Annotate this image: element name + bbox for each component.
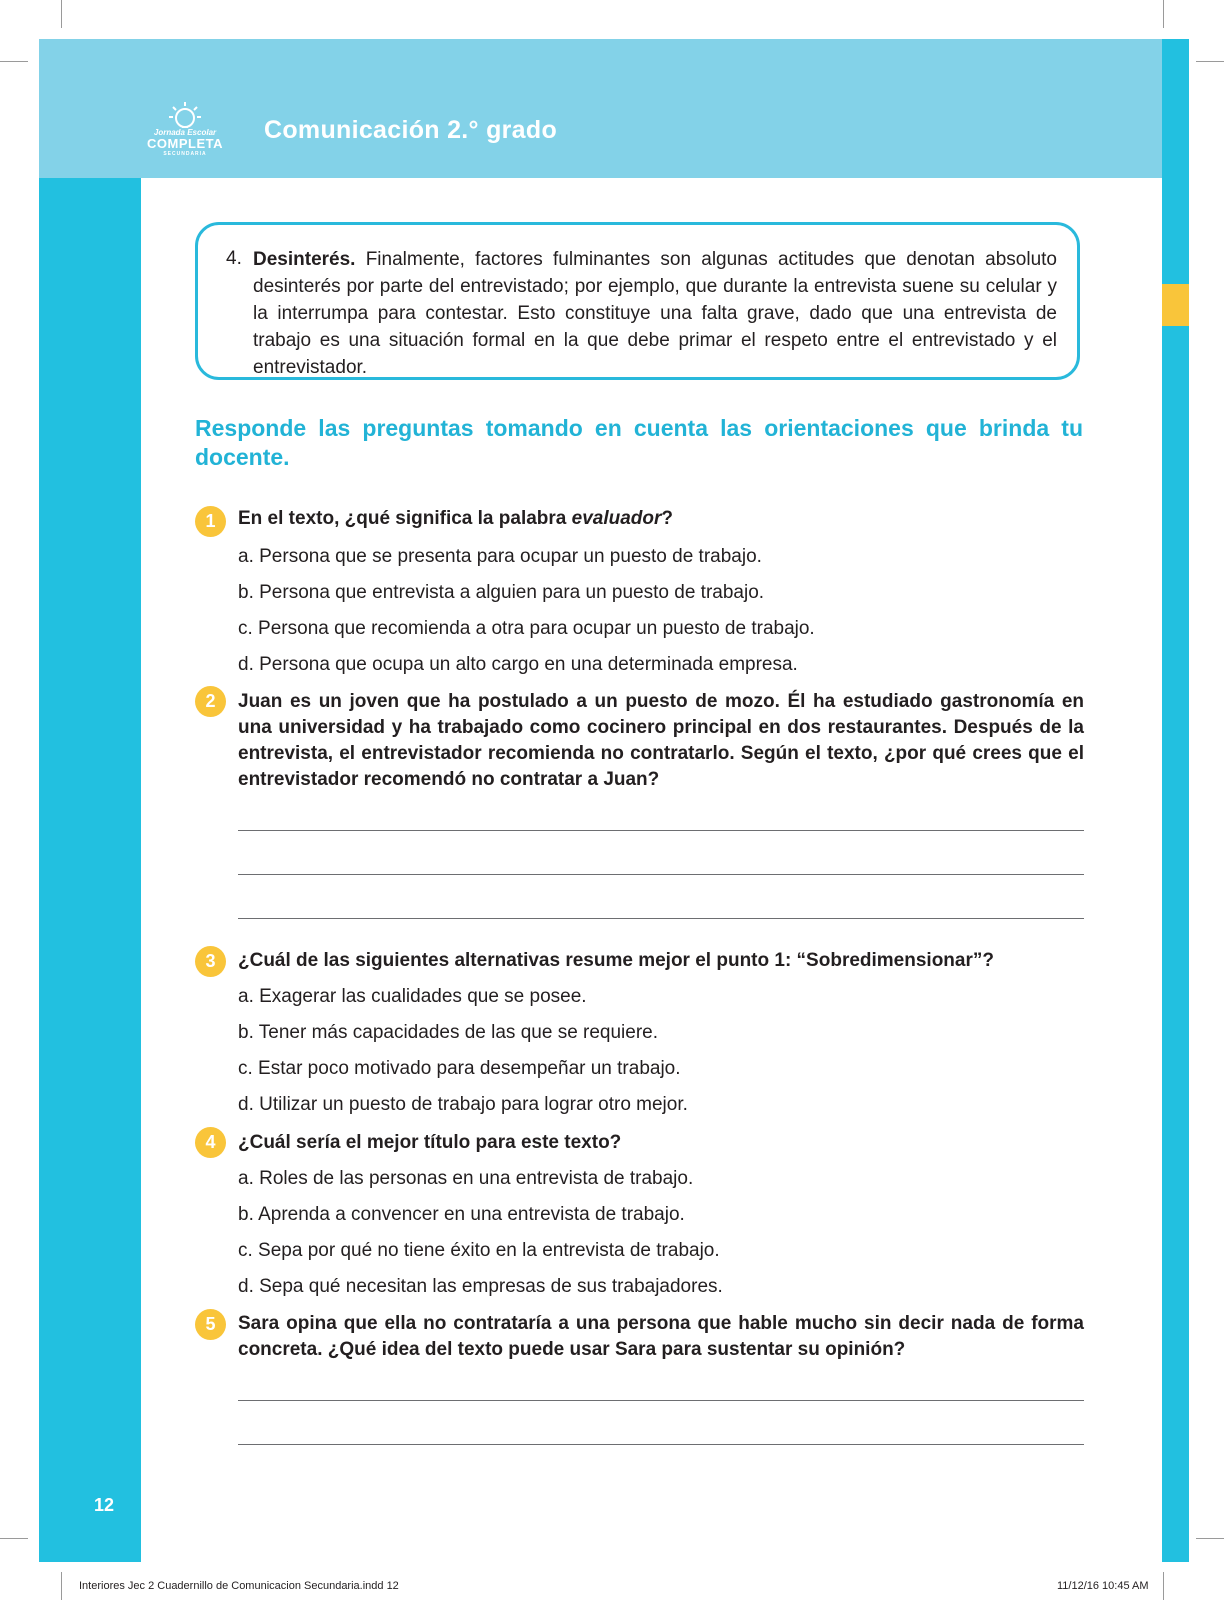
answer-line[interactable]	[238, 1444, 1084, 1445]
answer-line[interactable]	[238, 830, 1084, 831]
info-number: 4.	[226, 248, 242, 269]
page-number: 12	[93, 1495, 115, 1515]
section-tab	[1162, 284, 1189, 326]
logo-line1: Jornada Escolar	[153, 128, 217, 137]
jec-logo	[146, 100, 224, 160]
option-1c: c. Persona que recomienda a otra para ocupar un puesto de trabajo.	[238, 618, 815, 639]
question-4: ¿Cuál sería el mejor título para este texto?	[238, 1132, 622, 1153]
question-number-badge: 3	[195, 946, 226, 977]
question-number-badge: 5	[195, 1309, 226, 1340]
crop-mark	[0, 61, 28, 62]
option-1b: b. Persona que entrevista a alguien para un puesto de trabajo.	[238, 582, 765, 603]
crop-mark	[1196, 1538, 1224, 1539]
question-1-term: evaluador	[571, 508, 662, 529]
question-1-text: En el texto, ¿qué significa la palabra	[238, 508, 572, 529]
right-strip	[1162, 39, 1189, 1562]
question-2: Juan es un joven que ha postulado a un puesto de mozo. Él ha estudiado gastronomía en una universidad y ha trabajado como cocinero principal en dos restaurantes. Después de la entrevista, el entrevistador recomienda no contratarlo. Según el texto, ¿por qué crees que el entrevistador recomendó no contratar a Juan?	[238, 691, 1084, 790]
logo-line2: COMPLETA	[147, 136, 223, 151]
answer-line[interactable]	[238, 918, 1084, 919]
question-3: ¿Cuál de las siguientes alternativas resume mejor el punto 1: “Sobredimensionar”?	[238, 950, 994, 971]
crop-mark	[61, 0, 62, 28]
option-4b: b. Aprenda a convencer en una entrevista de trabajo.	[238, 1204, 685, 1225]
question-5: Sara opina que ella no contrataría a una persona que hable mucho sin decir nada de forma concreta. ¿Qué idea del texto puede usar Sara para sustentar su opinión?	[238, 1313, 1084, 1360]
answer-line[interactable]	[238, 874, 1084, 875]
left-strip	[39, 178, 141, 1562]
crop-mark	[1163, 1572, 1164, 1600]
option-4a: a. Roles de las personas en una entrevista de trabajo.	[238, 1168, 694, 1189]
instruction-heading: Responde las preguntas tomando en cuenta las orientaciones que brinda tu docente.	[195, 415, 1083, 470]
answer-line[interactable]	[238, 1400, 1084, 1401]
info-box	[195, 222, 1080, 380]
info-text	[253, 246, 1057, 381]
info-body: Finalmente, factores fulminantes son algunas actitudes que denotan absoluto desinterés por parte del entrevistado; por ejemplo, que durante la entrevista suene su celular y la interrumpa para contestar. Esto constituye una falta grave, dado que una entrevista de trabajo es una situación formal en la que debe primar el respeto entre el entrevistado y el entrevistador.	[253, 249, 1057, 378]
question-number-badge: 1	[195, 506, 226, 537]
option-3b: b. Tener más capacidades de las que se requiere.	[238, 1022, 659, 1043]
option-1d: d. Persona que ocupa un alto cargo en una determinada empresa.	[238, 654, 798, 675]
option-1a: a. Persona que se presenta para ocupar un puesto de trabajo.	[238, 546, 762, 567]
crop-mark	[1163, 0, 1164, 28]
option-4c: c. Sepa por qué no tiene éxito en la entrevista de trabajo.	[238, 1240, 720, 1261]
question-1	[238, 506, 1084, 532]
option-3d: d. Utilizar un puesto de trabajo para lograr otro mejor.	[238, 1094, 688, 1115]
info-term: Desinterés.	[253, 249, 356, 270]
crop-mark	[0, 1538, 28, 1539]
logo-line3: SECUNDARIA	[163, 151, 207, 157]
option-4d: d. Sepa qué necesitan las empresas de sus trabajadores.	[238, 1276, 723, 1297]
question-number-badge: 4	[195, 1127, 226, 1158]
option-3c: c. Estar poco motivado para desempeñar un trabajo.	[238, 1058, 681, 1079]
crop-mark	[61, 1572, 62, 1600]
question-1-end: ?	[661, 508, 674, 529]
question-number-badge: 2	[195, 686, 226, 717]
footer-file-info: Interiores Jec 2 Cuadernillo de Comunicacion Secundaria.indd 12	[79, 1580, 399, 1592]
page-title: Comunicación 2.° grado	[264, 116, 558, 144]
footer-datetime: 11/12/16 10:45 AM	[1057, 1580, 1149, 1592]
option-3a: a. Exagerar las cualidades que se posee.	[238, 986, 587, 1007]
crop-mark	[1196, 61, 1224, 62]
